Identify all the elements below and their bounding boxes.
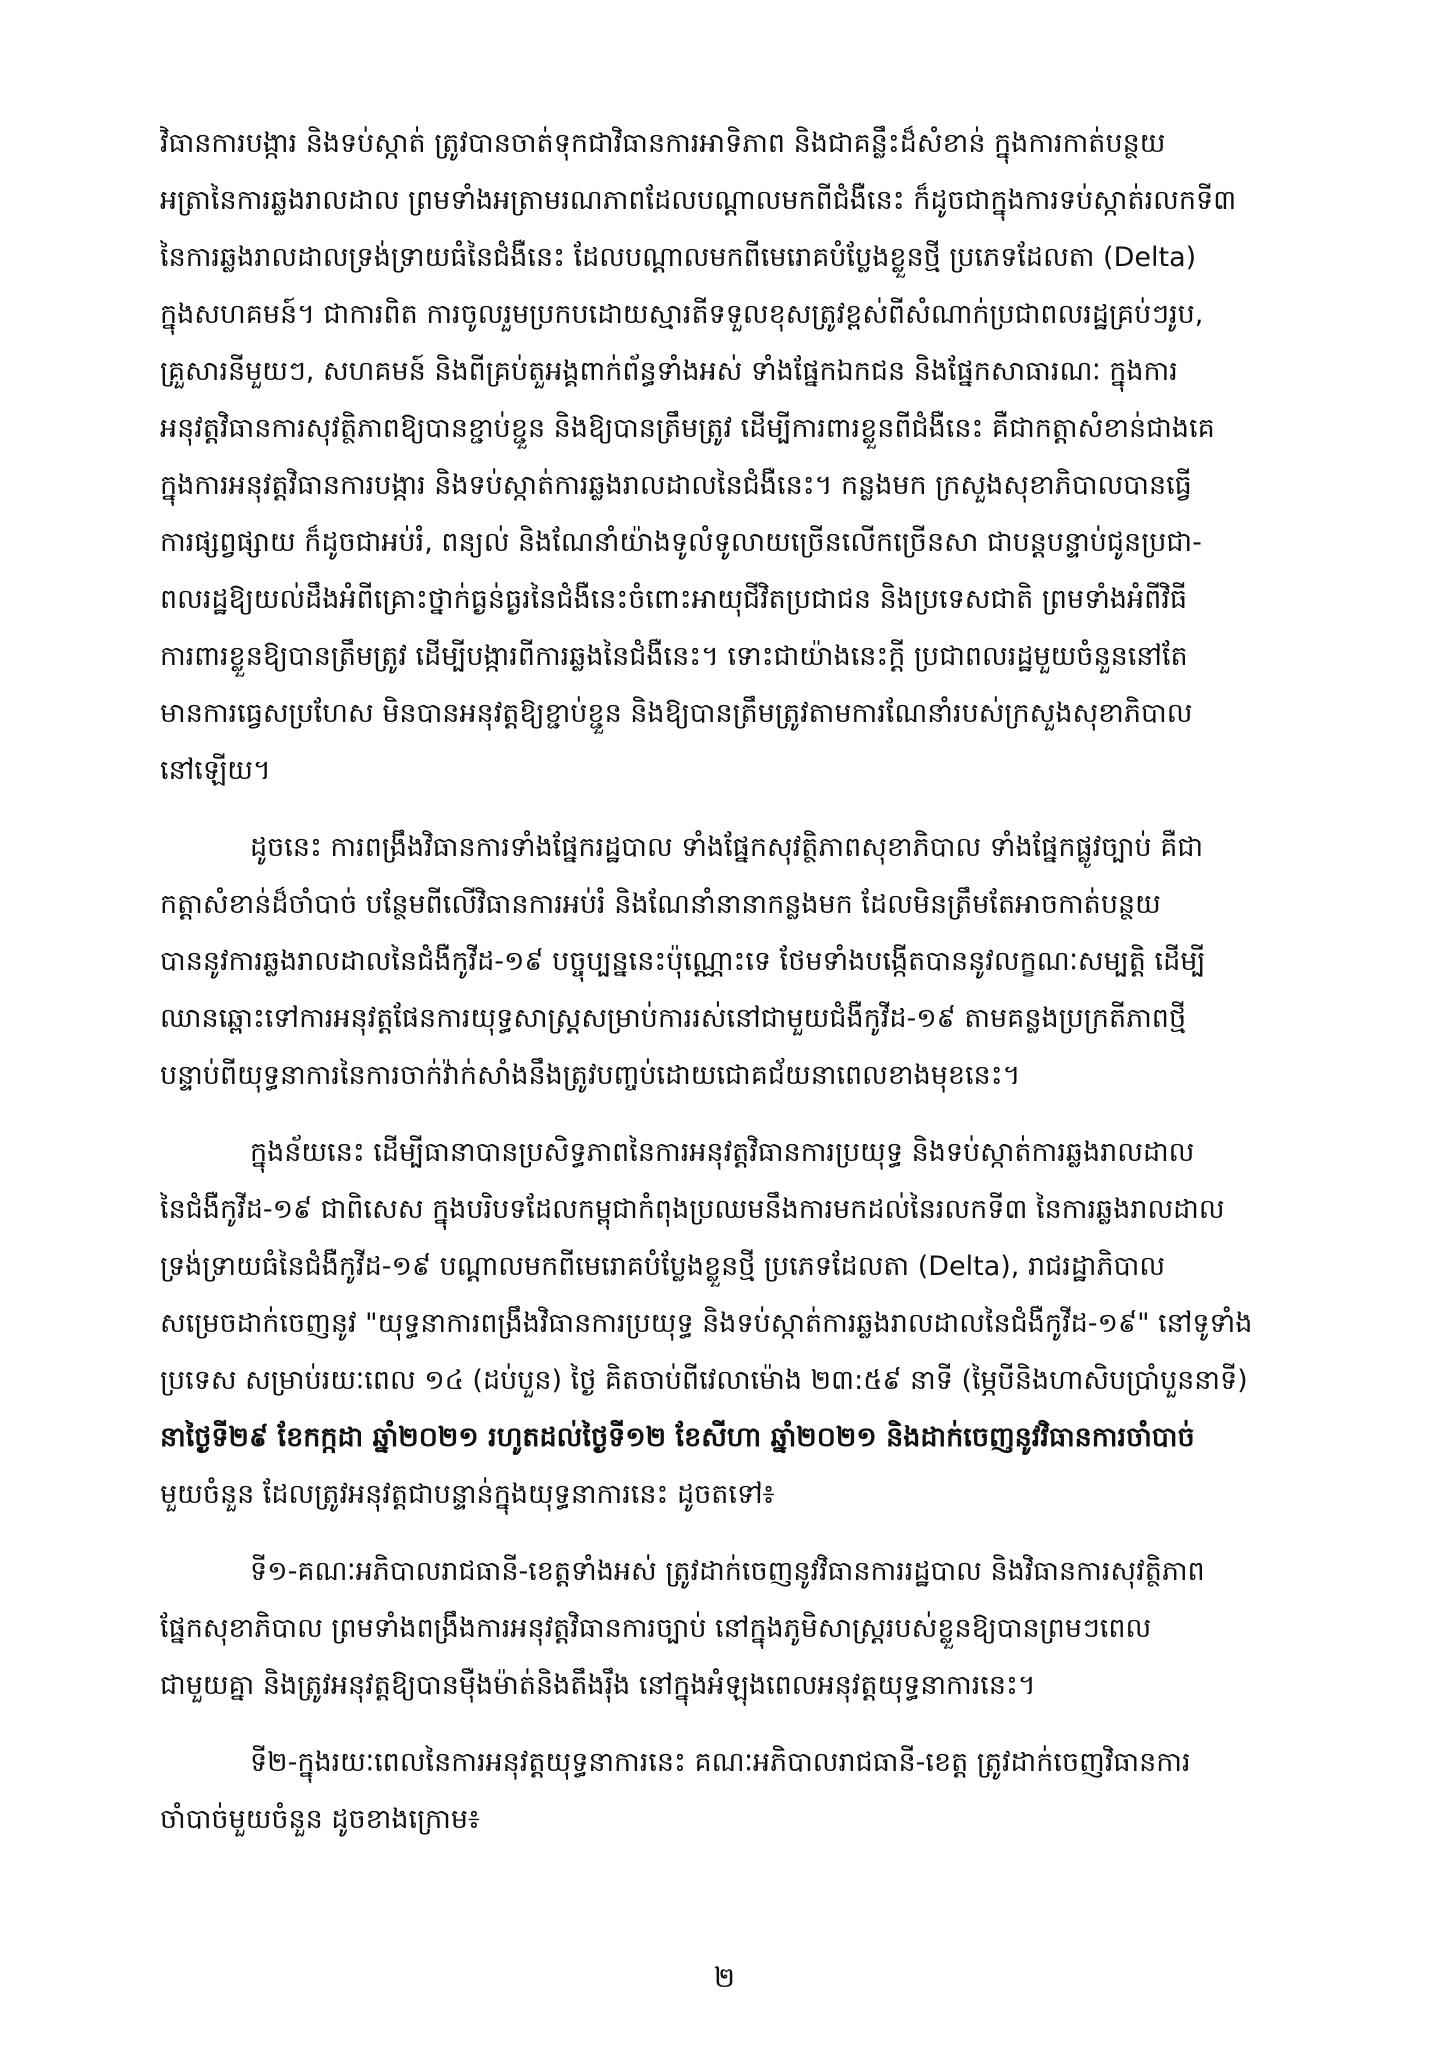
- text-line: ការពារខ្លួនឱ្យបានត្រឹមត្រូវ ដើម្បីបង្ការពីការឆ្លងនៃជំងឺនេះ។ ទោះជាយ៉ាងនេះក្តី ប្រជាពលរដ្ឋមួយចំនួននៅតែ: [160, 641, 1188, 672]
- document-body: [160, 115, 1350, 1868]
- text-line: ចាំបាច់មួយចំនួន ដូចខាងក្រោម៖: [160, 1804, 480, 1835]
- text-line: នាថ្ងៃទី២៩ ខែកក្កដា ឆ្នាំ២០២១ រហូតដល់ថ្ងៃទី១២ ខែសីហា ឆ្នាំ២០២១ និងដាក់ចេញនូវវិធានការចាំបាច់: [160, 1422, 1195, 1453]
- text-line: នៃជំងឺកូវីដ-១៩ ជាពិសេស ក្នុងបរិបទដែលកម្ពុជាកំពុងប្រឈមនឹងការមកដល់នៃរលកទី៣ នៃការឆ្លងរាលដាល: [160, 1194, 1225, 1225]
- text-line: បន្ទាប់ពីយុទ្ធនាការនៃការចាក់វ៉ាក់សាំងនឹងត្រូវបញ្ចប់ដោយជោគជ័យនាពេលខាងមុខនេះ។: [160, 1060, 1021, 1091]
- text-line: ទ្រង់ទ្រាយធំនៃជំងឺកូវីដ-១៩ បណ្តាលមកពីមេរោគបំប្លែងខ្លួនថ្មី ប្រភេទដែលតា (Delta), រាជរដ្ឋាភិបាល: [160, 1251, 1166, 1282]
- text-line: សម្រេចដាក់ចេញនូវ "យុទ្ធនាការពង្រឹងវិធានការប្រយុទ្ធ និងទប់ស្កាត់ការឆ្លងរាលដាលនៃជំងឺកូវីដ-១៩" នៅទូទាំង: [160, 1308, 1253, 1339]
- paragraph-4: [160, 1543, 1350, 1714]
- text-line: នៅឡើយ។: [160, 755, 271, 786]
- text-line: ពលរដ្ឋឱ្យយល់ដឹងអំពីគ្រោះថ្នាក់ធ្ងន់ធ្ងរនៃជំងឺនេះចំពោះអាយុជីវិតប្រជាជន និងប្រទេសជាតិ ព្រមទាំងអំពីវិធី: [160, 584, 1188, 615]
- text-line: ប្រទេស សម្រាប់រយៈពេល ១៤ (ដប់បួន) ថ្ងៃ គិតចាប់ពីវេលាម៉ោង ២៣:៥៩ នាទី (ម្ភៃបីនិងហាសិបប្រាំបួននាទី): [160, 1365, 1248, 1396]
- text-line: បាននូវការឆ្លងរាលដាលនៃជំងឺកូវីដ-១៩ បច្ចុប្បន្ននេះប៉ុណ្ណោះទេ ថែមទាំងបង្កើតបាននូវលក្ខណៈសម្បត្តិ ដើម្បី: [160, 946, 1206, 977]
- text-line: ក្នុងការអនុវត្តវិធានការបង្ការ និងទប់ស្កាត់ការឆ្លងរាលដាលនៃជំងឺនេះ។ កន្លងមក ក្រសួងសុខាភិបាលបានធ្វើ: [160, 470, 1192, 501]
- text-line: នៃការឆ្លងរាលដាលទ្រង់ទ្រាយធំនៃជំងឺនេះ ដែលបណ្តាលមកពីមេរោគបំប្លែងខ្លួនថ្មី ប្រភេទដែលតា (Delta): [160, 242, 1197, 273]
- paragraph-1: [160, 115, 1350, 799]
- paragraph-3: [160, 1124, 1350, 1523]
- text-line: ក្នុងសហគមន៍។ ជាការពិត ការចូលរួមប្រកបដោយស្មារតីទទួលខុសត្រូវខ្ពស់ពីសំណាក់ប្រជាពលរដ្ឋគ្រប់ៗរូប,: [160, 299, 1204, 330]
- text-line: ក្នុងន័យនេះ ដើម្បីធានាបានប្រសិទ្ធភាពនៃការអនុវត្តវិធានការប្រយុទ្ធ និងទប់ស្កាត់ការឆ្លងរាលដាល: [250, 1137, 1195, 1168]
- text-line: ផ្នែកសុខាភិបាល ព្រមទាំងពង្រឹងការអនុវត្តវិធានការច្បាប់ នៅក្នុងភូមិសាស្ត្ររបស់ខ្លួនឱ្យបានព្រមៗពេល: [160, 1613, 1152, 1644]
- text-line: ឈានឆ្ពោះទៅការអនុវត្តផែនការយុទ្ធសាស្ត្រសម្រាប់ការរស់នៅជាមួយជំងឺកូវីដ-១៩ តាមគន្លងប្រក្រតីភាពថ្មី: [160, 1003, 1187, 1034]
- text-line: ទី១-គណៈអភិបាលរាជធានី-ខេត្តទាំងអស់ ត្រូវដាក់ចេញនូវវិធានការរដ្ឋបាល និងវិធានការសុវត្ថិភាព: [250, 1556, 1205, 1587]
- text-line: គ្រួសារនីមួយៗ, សហគមន៍ និងពីគ្រប់តួអង្គពាក់ព័ន្ធទាំងអស់ ទាំងផ្នែកឯកជន និងផ្នែកសាធារណៈ ក្នុងការ: [160, 356, 1178, 387]
- text-line: មានការធ្វេសប្រហែស មិនបានអនុវត្តឱ្យខ្ជាប់ខ្ជួន និងឱ្យបានត្រឹមត្រូវតាមការណែនាំរបស់ក្រសួងសុខាភិបាល: [160, 698, 1193, 729]
- text-line: ដូចនេះ ការពង្រឹងវិធានការទាំងផ្នែករដ្ឋបាល ទាំងផ្នែកសុវត្ថិភាពសុខាភិបាល ទាំងផ្នែកផ្លូវច្បាប់ គឺជា: [250, 832, 1204, 863]
- paragraph-2: [160, 819, 1350, 1104]
- page-number: ២: [713, 1961, 736, 1994]
- text-line: អត្រានៃការឆ្លងរាលដាល ព្រមទាំងអត្រាមរណភាពដែលបណ្តាលមកពីជំងឺនេះ ក៏ដូចជាក្នុងការទប់ស្កាត់រលកទី៣: [160, 185, 1237, 216]
- text-line: អនុវត្តវិធានការសុវត្ថិភាពឱ្យបានខ្ជាប់ខ្ជួន និងឱ្យបានត្រឹមត្រូវ ដើម្បីការពារខ្លួនពីជំងឺនេះ គឺជាកត្តាសំខាន់ជាងគេ: [160, 413, 1215, 444]
- text-line: កត្តាសំខាន់ដ៏ចាំបាច់ បន្ថែមពីលើវិធានការអប់រំ និងណែនាំនានាកន្លងមក ដែលមិនត្រឹមតែអាចកាត់បន្ថយ: [160, 889, 1161, 920]
- text-line: វិធានការបង្ការ និងទប់ស្កាត់ ត្រូវបានចាត់ទុកជាវិធានការអាទិភាព និងជាគន្លឹះដ៏សំខាន់ ក្នុងការកាត់បន្ថយ: [160, 128, 1166, 159]
- text-line: ជាមួយគ្នា និងត្រូវអនុវត្តឱ្យបានម៉ឺងម៉ាត់និងតឹងរ៉ឹង នៅក្នុងអំឡុងពេលអនុវត្តយុទ្ធនាការនេះ។: [160, 1670, 1036, 1701]
- text-line: ការផ្សព្វផ្សាយ ក៏ដូចជាអប់រំ, ពន្យល់ និងណែនាំយ៉ាងទូលំទូលាយច្រើនលើកច្រើនសា ជាបន្តបន្ទាប់ជូនប្រជា-: [160, 527, 1202, 558]
- paragraph-5: [160, 1734, 1350, 1848]
- text-line: មួយចំនួន ដែលត្រូវអនុវត្តជាបន្ទាន់ក្នុងយុទ្ធនាការនេះ ដូចតទៅ៖: [160, 1479, 775, 1510]
- text-line: ទី២-ក្នុងរយៈពេលនៃការអនុវត្តយុទ្ធនាការនេះ គណៈអភិបាលរាជធានី-ខេត្ត ត្រូវដាក់ចេញវិធានការ: [250, 1747, 1191, 1778]
